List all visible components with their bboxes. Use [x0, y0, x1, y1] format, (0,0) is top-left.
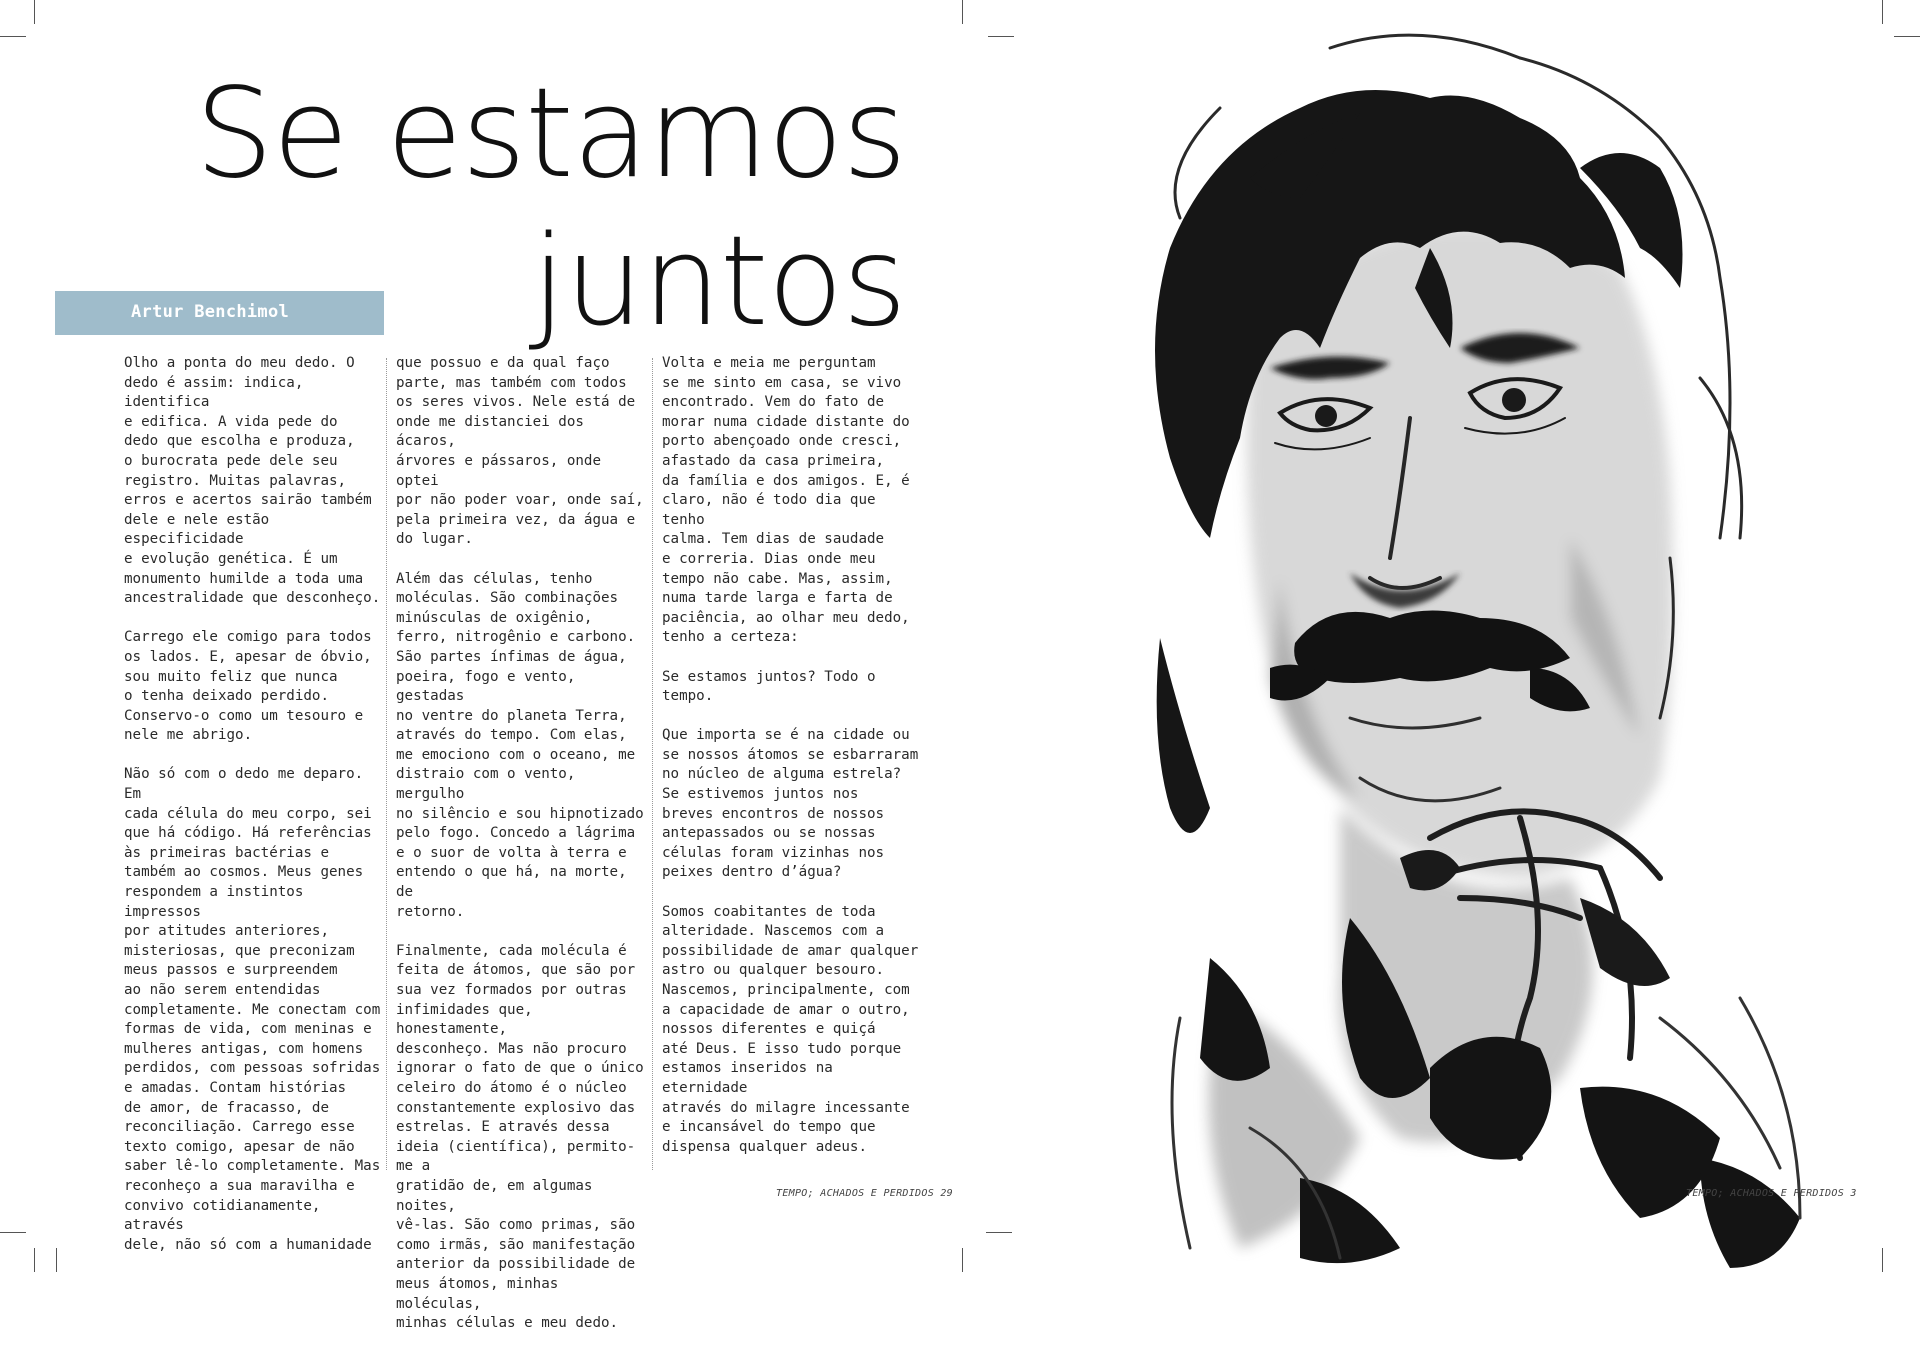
column-divider	[386, 358, 387, 1170]
paragraph: Volta e meia me perguntam se me sinto em casa, se vivo encontrado. Vem do fato de morar numa cidade distante do porto abençoado onde cresci, afastado da casa primeira, da família e dos amigos. E, é claro, não é todo dia que tenho calma. Tem dias de saudade e correria. Dias onde meu tempo não cabe. Mas, assim, numa tarde larga e farta de paciência, ao olhar meu dedo, tenho a certeza:	[662, 355, 910, 646]
text-column-1	[124, 354, 382, 1275]
crop-mark	[988, 36, 1014, 37]
text-column-2	[396, 354, 644, 1353]
paragraph: Além das células, tenho moléculas. São combinações minúsculas de oxigênio, ferro, nitrogênio e carbono. São partes ínfimas de água, poeira, fogo e vento, gestadas no ventre do planeta Terra, através do tempo. Com elas, me emociono com o oceano, me distraio com o vento, mergulho no silêncio e sou hipnotizado pelo fogo. Concedo a lágrima e o suor de volta à terra e entendo o que há, na morte, de retorno.	[396, 570, 644, 920]
paragraph: Carrego ele comigo para todos os lados. E, apesar de óbvio, sou muito feliz que nunca o tenha deixado perdido. Conservo-o como um tesouro e nele me abrigo.	[124, 629, 372, 744]
paragraph: Não só com o dedo me deparo. Em cada célula do meu corpo, sei que há código. Há referências às primeiras bactérias e também ao cosmos. Meus genes respondem a instintos impressos por atitudes anteriores, misteriosas, que preconizam meus passos e surpreendem ao não serem entendidas completamente. Me conectam com formas de vida, com meninas e mulheres antigas, com homens perdidos, com pessoas sofridas e amadas. Contam histórias de amor, de fracasso, de reconciliação. Carrego esse texto comigo, apesar de não saber lê-lo completamente. Mas reconheço a sua maravilha e convivo cotidianamente, através dele, não só com a humanidade	[124, 766, 381, 1253]
paragraph: Olho a ponta do meu dedo. O dedo é assim: indica, identifica e edifica. A vida pede do dedo que escolha e produza, o burocrata pede dele seu registro. Muitas palavras, erros e acertos sairão também dele e nele estão especificidade e evolução genética. É um monumento humilde a toda uma ancestralidade que desconheço.	[124, 355, 381, 607]
crop-mark	[34, 0, 35, 24]
column-divider	[652, 358, 653, 1170]
crop-mark	[0, 1232, 26, 1233]
paragraph: Somos coabitantes de toda alteridade. Nascemos com a possibilidade de amar qualquer astro ou qualquer besouro. Nascemos, principalmente, com a capacidade de amar o outro, nossos diferentes e quiçá até Deus. E isso tudo porque estamos inseridos na eternidade através do milagre incessante e incansável do tempo que dispensa qualquer adeus.	[662, 903, 919, 1155]
article-title-line-2: juntos	[531, 210, 906, 354]
crop-mark	[962, 1248, 963, 1272]
paragraph: Se estamos juntos? Todo o tempo.	[662, 668, 876, 705]
paragraph: Finalmente, cada molécula é feita de átomos, que são por sua vez formados por outras infimidades que, honestamente, desconheço. Mas não procuro ignorar o fato de que o único celeiro do átomo é o núcleo constantemente explosivo das estrelas. E através dessa ideia (científica), permito-me a gratidão de, em algumas noites, vê-las. São como primas, são como irmãs, são manifestação anterior da possibilidade de meus átomos, minhas moléculas, minhas células e meu dedo.	[396, 942, 644, 1332]
paragraph: Que importa se é na cidade ou se nossos átomos se esbarraram no núcleo de alguma estrela? Se estivemos juntos nos breves encontros de nossos antepassados ou se nossas células foram vizinhas nos peixes dentro d’água?	[662, 727, 919, 881]
crop-mark	[34, 1248, 35, 1272]
crop-mark	[56, 1248, 57, 1272]
folio-left: TEMPO; ACHADOS E PERDIDOS 29	[776, 1188, 953, 1199]
folio-right: TEMPO; ACHADOS E PERDIDOS 3	[1686, 1188, 1857, 1199]
author-name: Artur Benchimol	[131, 302, 290, 322]
author-bar	[55, 291, 384, 335]
crop-mark	[986, 1232, 1012, 1233]
crop-mark	[962, 0, 963, 24]
crop-mark	[0, 36, 26, 37]
text-column-3	[662, 354, 922, 1177]
paragraph: que possuo e da qual faço parte, mas também com todos os seres vivos. Nele está de onde me distanciei dos ácaros, árvores e pássaros, onde optei por não poder voar, onde saí, pela primeira vez, da água e do lugar.	[396, 355, 644, 548]
article-title-line-1: Se estamos	[194, 62, 906, 206]
ink-portrait-illustration	[1100, 18, 1920, 1272]
